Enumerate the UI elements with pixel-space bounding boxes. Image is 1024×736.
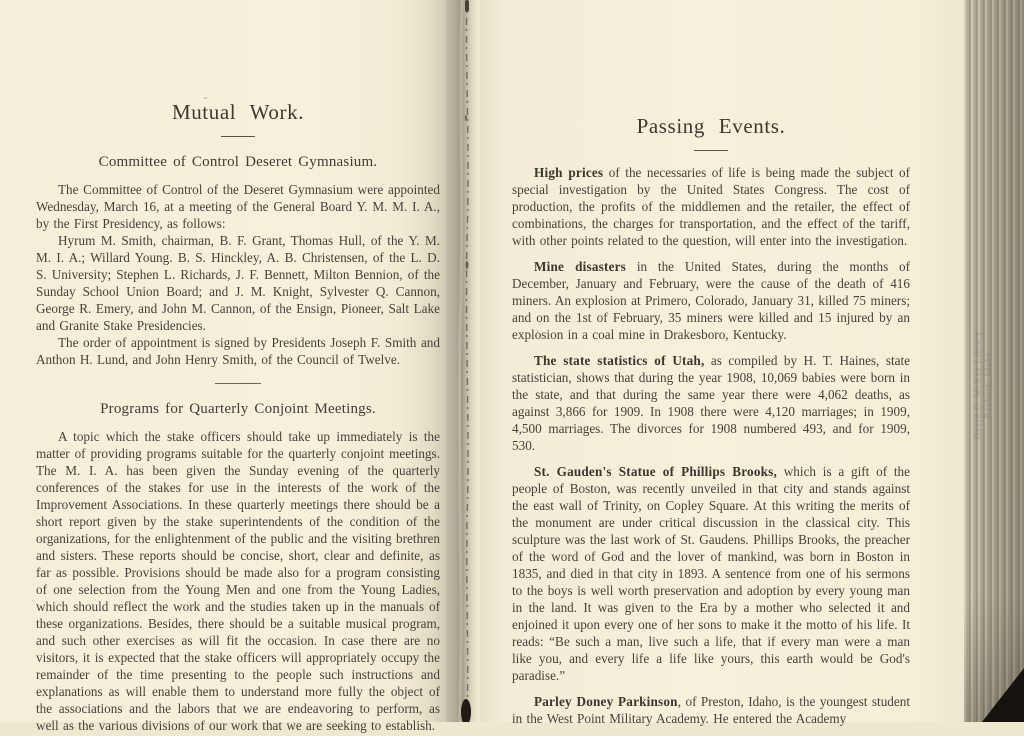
page-stack-edge <box>964 0 1024 722</box>
left-page-title: Mutual Work. <box>171 100 305 124</box>
section-divider <box>215 383 261 384</box>
paper-speck <box>536 330 539 332</box>
article-paragraph <box>512 352 910 454</box>
article-text: as compiled by H. T. Haines, state statistician, shows that during the year 1908, 10,069 babies were born in the state, and that during the same year there were 4,062 deaths, as against 3,866 for 1909. In 1908 there were 4,120 marriages; in 1909, 4,500 marriages. The divorces for 1908 numbered 493, and for 1909, 530. <box>512 353 910 453</box>
library-stamp <box>972 290 994 480</box>
article-lead: High prices <box>534 165 604 180</box>
book-gutter <box>446 0 480 722</box>
article-lead: Parley Doney Parkinson <box>534 694 678 709</box>
body-paragraph: A topic which the stake officers should take up immediately is the matter of providing programs suitable for the quarterly conjoint meetings. The M. I. A. has been given the Sunday evening of the quarterly conferences of the stakes for use in the interests of the work of the Improvement Associations. In these quarterly meetings there should be a short report given by the stake superintendents of the condition of the organizations, for the enlightenment of the public and the visiting brethren and sisters. These reports should be concise, short, clear and definite, as far as possible. Provisions should be made also for a program consisting of one selection from the Young Men and one from the Young Ladies, which should reflect the work and the studies taken up in the manuals of these organizations. Besides, there should be a suitable musical program, and such other exercises as will fit the occasion. In case there are no visitors, it is expected that the stake officers will appropriately occupy the remainder of the time presenting to the people such instructions and explanations as will enable them to understand more fully the object of the associations and the labors that we are endeavoring to perform, as well as the various divisions of our work that we are seeking to establish. <box>36 429 440 733</box>
right-page <box>480 0 964 726</box>
article-lead: Mine disasters <box>534 259 627 274</box>
article-text: in the United States, during the months of December, January and February, were the cause of the death of 416 miners. An explosion at Primero, Colorado, January 31, killed 75 miners; and on the 1st of February, 35 miners were killed and 15 injured by an explosion in a coal mine in Drakesboro, Kentucky. <box>512 259 911 342</box>
body-paragraph: Hyrum M. Smith, chairman, B. F. Grant, Thomas Hull, of the Y. M. M. I. A.; Willard Young. B. S. Hinckley, A. B. Christensen, of the L. D. S. University; Stephen L. Richards, J. F. Bennett, Milton Bennion, of the Sunday School Union Board; and J. M. Knight, Sylvester Q. Cannon, George R. Emery, and John M. Cannon, of the Ensign, Pioneer, Salt Lake and Granite Stake Presidencies. <box>36 233 440 333</box>
paper-speck <box>204 97 207 99</box>
right-page-text-block <box>512 114 910 736</box>
library-stamp-line2: Rexburg, Idaho <box>982 351 992 419</box>
section-heading-gymnasium: Committee of Control Deseret Gymnasium. <box>98 154 378 170</box>
article-text: of the necessaries of life is being made the subject of special investigation by the United States Congress. The cost of production, the profits of the middlemen and the retailer, the effect of combinations, the charges for transportation, and the effect of the tariff, with other points related to the question, will enter into the investigation. <box>512 165 910 248</box>
left-page-text-block <box>36 100 440 734</box>
gutter-crease <box>446 0 480 722</box>
article-text: which is a gift of the people of Boston, was recently unveiled in that city and stands against the east wall of Trinity, on Copley Square. At this writing the merits of the monument are under critical discussion in the classical city. This sculpture was the last work of St. Gaudens. Phillips Brooks, the preacher of the word of God and the lover of mankind, was born in Boston in 1835, and died in that city in 1893. A sentence from one of his sermons to the boys is well worth preservation and adoption by every young man in the land. It was given to the Era by a mother who selected it and enjoined it upon every one of her sons to make it the motto of his life. It reads: “Be such a man, live such a life, that if every man were a man like you, and every life a life like yours, this earth would be God's paradise.” <box>512 464 910 683</box>
article-lead: The state statistics of Utah, <box>534 353 705 368</box>
section-heading-programs: Programs for Quarterly Conjoint Meetings. <box>100 401 376 417</box>
library-stamp-line1: David O. McKay Library <box>972 330 982 440</box>
article-lead: St. Gauden's Statue of Phillips Brooks, <box>534 464 777 479</box>
body-paragraph: The order of appointment is signed by Presidents Joseph F. Smith and Anthon H. Lund, and John Henry Smith, of the Council of Twelve. <box>36 335 440 367</box>
left-page <box>0 0 446 733</box>
article-paragraph <box>512 258 910 343</box>
article-paragraph <box>512 164 910 249</box>
title-divider-left <box>221 136 255 137</box>
article-paragraph <box>512 463 910 684</box>
right-page-title: Passing Events. <box>636 114 786 138</box>
article-text: , of Preston, Idaho, is the youngest student in the West Point Military Academy. He entered the Academy <box>512 694 910 726</box>
body-paragraph: The Committee of Control of the Deseret Gymnasium were appointed Wednesday, March 16, at a meeting of the General Board Y. M. M. I. A., by the First Presidency, as follows: <box>36 182 440 231</box>
title-divider-right <box>694 150 728 151</box>
